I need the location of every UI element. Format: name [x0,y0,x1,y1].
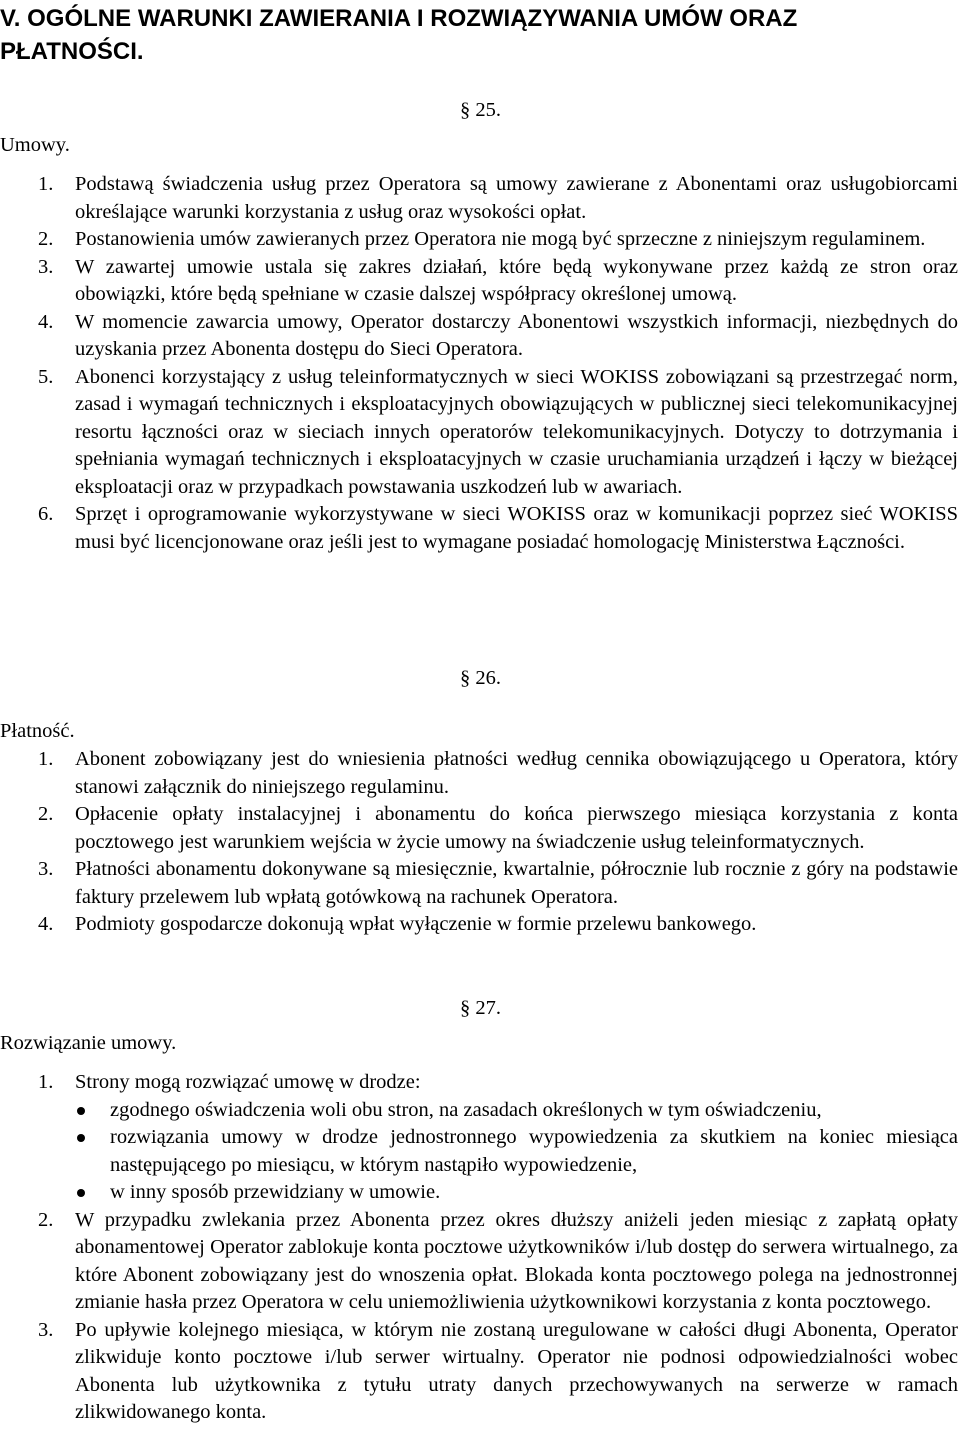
section-symbol: § [460,99,471,121]
paragraph-number-27: § 27. [460,997,501,1019]
list-rozwiazanie [0,1069,958,1427]
list-item: 2. Opłacenie opłaty instalacyjnej i abonamentu do końca pierwszego miesiąca korzystania z konta pocztowego jest warunkiem wejścia w życie umowy na świadczenie usług teleinformatycznych. [38,803,958,853]
bullet-item: zgodnego oświadczenia woli obu stron, na zasadach określonych w tym oświadczeniu, [75,1097,958,1125]
list-item: 4. Podmioty gospodarcze dokonują wpłat wyłączenie w formie przelewu bankowego. [38,913,757,935]
list-item: 2. W przypadku zwlekania przez Abonenta przez okres dłuższy aniżeli jeden miesiąc z zapłatą opłaty abonamentowej Operator zablokuje konta pocztowe użytkowników i/lub dostęp do serwera wirtualnego, za które Abonent zobowiązany jest do wnoszenia opłat. Blokada konta pocztowego polega na jednostronnej zmianie hasła przez Operatora w celu uniemożliwienia użytkownikowi korzystania z konta pocztowego. [38,1208,958,1313]
list-item: 6. Sprzęt i oprogramowanie wykorzystywane w sieci WOKISS oraz w komunikacji poprzez sieć WOKISS musi być licencjonowane oraz jeśli jest to wymagane posiadać homologację Ministerstwa Łączności. [38,503,958,553]
section-title-platnosc: Płatność. [0,720,75,742]
bullet-item: w inny sposób przewidziany w umowie. [75,1179,958,1207]
bullet-icon [77,1134,85,1142]
bullet-list [75,1097,958,1207]
paragraph-number-26: § 26. [460,667,501,689]
paragraph-number-25: § 25. [460,99,501,121]
section-symbol: § [460,667,471,689]
list-item: 2. Postanowienia umów zawieranych przez Operatora nie mogą być sprzeczne z niniejszym regulaminem. [38,228,926,250]
list-item: 3. W zawartej umowie ustala się zakres działań, które będą wykonywane przez każdą ze stron oraz obowiązki, które będą spełniane w czasie dalszej współpracy określonej umową. [38,255,958,305]
section-symbol: § [460,997,471,1019]
list-item: 3. Po upływie kolejnego miesiąca, w którym nie zostaną uregulowane w całości długi Abonenta, Operator zlikwiduje konto pocztowe i/lub serwer wirtualny. Operator nie podnosi odpowiedzialności wobec Abonenta lub użytkownika z tytułu utraty danych przechowywanych na serwerze w ramach zlikwidowanego konta. [38,1318,958,1423]
list-item: 4. W momencie zawarcia umowy, Operator dostarczy Abonentowi wszystkich informacji, niezbędnych do uzyskania przez Abonenta dostępu do Sieci Operatora. [38,310,958,360]
bullet-item: rozwiązania umowy w drodze jednostronnego wypowiedzenia za skutkiem na koniec miesiąca następującego po miesiącu, w którym nastąpiło wypowiedzenie, [75,1124,958,1179]
list-item: 1. Abonent zobowiązany jest do wniesienia płatności według cennika obowiązującego u Operatora, który stanowi załącznik do niniejszego regulaminu. [38,748,958,798]
list-item: 3. Płatności abonamentu dokonywane są miesięcznie, kwartalnie, półrocznie lub rocznie z góry na podstawie faktury przelewem lub wpłatą gotówkową na rachunek Operatora. [38,858,958,908]
section-title-rozwiazanie: Rozwiązanie umowy. [0,1032,177,1054]
list-item: 1. Podstawą świadczenia usług przez Operatora są umowy zawierane z Abonentami oraz usługobiorcami określające warunki korzystania z usług oraz wysokości opłat. [38,173,958,223]
section-title-umowy: Umowy. [0,134,70,156]
list-umowy [0,171,958,556]
bullet-icon [77,1189,85,1197]
list-item: 5. Abonenci korzystający z usług teleinformatycznych w sieci WOKISS zobowiązani są przestrzegać norm, zasad i wymagań technicznych i eksploatacyjnych obowiązujących w publicznej sieci telekomunikacyjnej resortu łączności oraz w sieciach innych operatorów telekomunikacyjnych. Dotyczy to dotrzymania i spełniania wymagań technicznych i eksploatacyjnych w czasie uruchamiania urządzeń i łączy w bieżącej eksploatacji oraz w przypadkach powstawania uszkodzeń lub w awariach. [38,365,958,498]
list-platnosc [0,746,958,939]
bullet-icon [77,1107,85,1115]
list-item: 1. Strony mogą rozwiązać umowę w drodze: zgodnego oświadczenia woli obu stron, na zasadach określonych w tym oświadczeniu, rozwiązania umowy w drodze jednostronnego wypowiedzenia za skutkiem na koniec miesiąca następującego po miesiącu, w którym nastąpiło wypowiedzenie, w inny sposób przewidziany w umowie. [0,1069,958,1207]
chapter-title: V. OGÓLNE WARUNKI ZAWIERANIA I ROZWIĄZYWANIA UMÓW ORAZ PŁATNOŚCI. [0,5,798,65]
